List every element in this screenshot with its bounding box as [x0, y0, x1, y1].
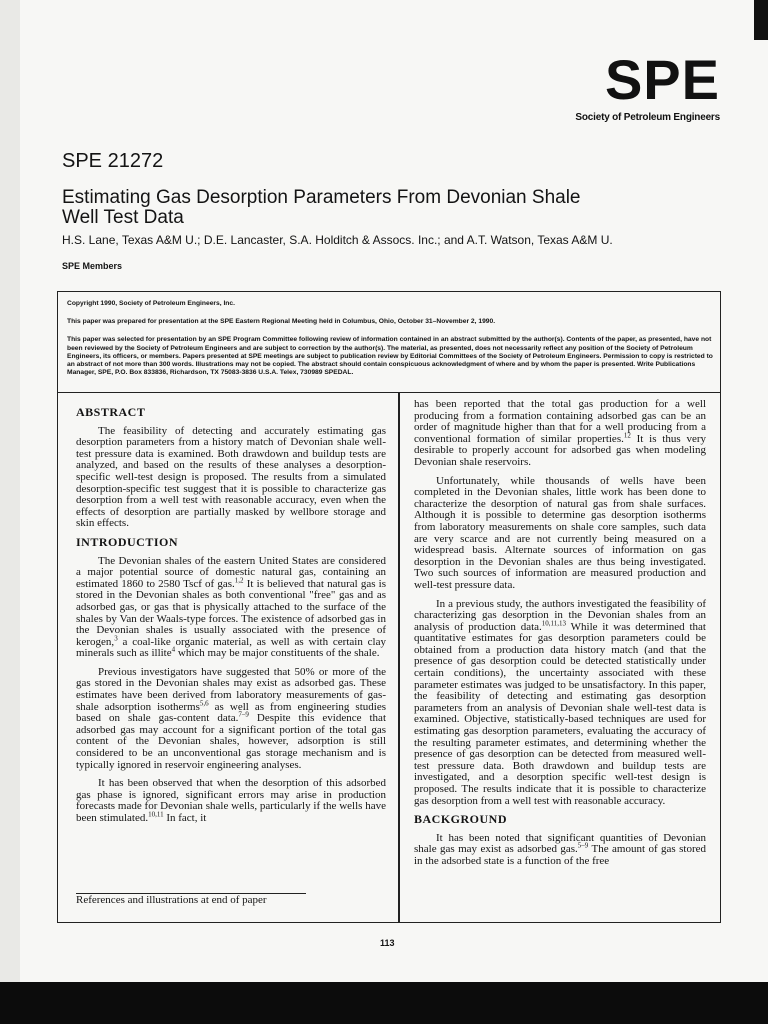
- abstract-heading: ABSTRACT: [76, 405, 146, 419]
- left-column: [57, 393, 399, 923]
- background-heading: BACKGROUND: [414, 812, 508, 827]
- copyright-box: [57, 291, 721, 393]
- spe-logo: [560, 48, 720, 123]
- presentation-line: This paper was prepared for presentation at the SPE Eastern Regional Meeting held in Columbus, Ohio, October 31–November 2, 1990.: [67, 318, 496, 326]
- spe-logo-org: Society of Petroleum Engineers: [575, 112, 720, 123]
- intro-paragraph-2: Previous investigators have suggested that 50% or more of the gas stored in the Devonian shales may exist as adsorbed gas. These estimates have been derived from laboratory measurements of gas-shale adsorption isotherms$^{5,6}$ as well as from engineering studies based on shale gas-content data.$^{7-9}$ Despite this evidence that adsorbed gas may account for a significant portion of the total gas content of the Devonian shales, however, adsorption is still considered to be an unconventional gas storage mechanism and is typically ignored in reservoir engineering analyses.: [76, 665, 386, 771]
- copyright-line: Copyright 1990, Society of Petroleum Engineers, Inc.: [67, 300, 235, 307]
- background-paragraph: It has been noted that significant quantities of Devonian shale gas may exist as adsorbed gas.$^{5-9}$ The amount of gas stored in the adsorbed state is a function of the free: [414, 831, 707, 867]
- references-footnote: References and illustrations at end of paper: [76, 893, 306, 907]
- scan-left-edge: [0, 0, 20, 1024]
- page-number: 113: [380, 938, 395, 948]
- review-notice: This paper was selected for presentation by an SPE Program Committee following review of information contained in an abstract submitted by the author(s). Contents of the paper, as presented, have not been reviewed by the Society of Petroleum Engineers and are subject to correction by the author(s). The material, as presented, does not necessarily reflect any position of the Society of Petroleum Engineers, its officers, or members. Papers presented at SPE meetings are subject to publication review by Editorial Committees of the Society of Petroleum Engineers. Permission to copy is restricted to an abstract of not more than 300 words. Illustrations may not be copied. The abstract should contain conspicuous acknowledgment of where and by whom the paper is presented. Write Publications Manager, SPE, P.O. Box 833836, Richardson, TX 75083-3836 U.S.A. Telex, 730989 SPEDAL.: [67, 336, 713, 377]
- abstract-text: The feasibility of detecting and accurately estimating gas desorption parameters from a history match of Devonian shale well-test pressure data is examined. Both drawdown and buildup tests are analyzed, and based on the results of these analyses a desorption-specific well-test design is proposed. The results from a simulated desorption-specific test suggest that it is possible to characterize gas desorption from a well test with reasonable accuracy, even when the effects of desorption are partially masked by wellbore storage and skin effects.: [76, 424, 386, 530]
- paper-id: SPE 21272: [62, 150, 164, 172]
- right-column: [399, 393, 721, 923]
- intro-paragraph-1: The Devonian shales of the eastern United States are considered a major potential source of domestic natural gas, containing an estimated 1860 to 2580 Tscf of gas.$^{1,2}$ It is believed that natural gas is stored in the Devonian shales as both conventional "free" gas and as adsorbed gas, or gas that is physically attached to the surface of the shales by Van der Waals-type forces. The existence of adsorbed gas in the Devonian shales is usually associated with the presence of kerogen,$^3$ a coal-like organic material, as well as with certain clay minerals such as illite$^4$ which may be major constituents of the shale.: [76, 554, 386, 660]
- spe-members-label: SPE Members: [62, 261, 123, 271]
- scan-bottom-border: [0, 982, 768, 1024]
- body-columns: [57, 393, 721, 923]
- right-paragraph-2: Unfortunately, while thousands of wells have been completed in the Devonian shales, little work has been done to characterize the desorption of natural gas from shale surfaces. Although it is possible to determine gas desorption isotherms from laboratory measurements on shale core samples, such data are very scarce and are not currently being measured on a widespread basis. Alternate sources of information on gas desorption in the Devonian shales are thus being investigated. Two such sources of information are measured production and well-test pressure data.: [414, 474, 706, 591]
- introduction-heading: INTRODUCTION: [76, 534, 179, 549]
- scan-right-corner: [754, 0, 768, 40]
- right-paragraph-3: In a previous study, the authors investigated the feasibility of characterizing gas desorption in the Devonian shales from an analysis of production data.$^{10,11,13}$ While it was determined that quantitative estimates for gas desorption parameters could be obtained from a production data history match (and that the presence of gas desorption could be detected statistically under certain conditions), the uncertainty associated with these parameter estimates was judged to be unsatisfactory. In this paper, the feasibility of detecting and estimating gas desorption parameters from an analysis of Devonian shale well-test data is examined. Objective, statistically-based techniques are used for estimating gas desorption parameters, evaluating the accuracy of the resulting parameter estimates, and determining whether the presence of gas desorption can be detected from measured well-test pressure data. Both drawdown and buildup tests are investigated, and a desorption specific well-test design is proposed. The results indicate that it is possible to characterize gas desorption from a well test with reasonable accuracy.: [414, 597, 706, 807]
- right-paragraph-1: has been reported that the total gas production for a well producing from a formation containing adsorbed gas can be an order of magnitude higher than that for a well producing from a conventional formation of similar properties.$^{12}$ It is thus very desirable to properly account for adsorbed gas when modeling Devonian shale reservoirs.: [414, 398, 706, 468]
- spe-logo-mark: SPE: [604, 48, 720, 111]
- paper-authors: H.S. Lane, Texas A&M U.; D.E. Lancaster, S.A. Holditch & Assocs. Inc.; and A.T. Watson, Texas A&M U.: [62, 233, 613, 247]
- intro-paragraph-3: It has been observed that when the desorption of this adsorbed gas phase is ignored, significant errors may arise in production forecasts made for Devonian shale wells, particularly if the wells have been stimulated.$^{10,11}$ In fact, it: [76, 777, 386, 824]
- paper-title: Estimating Gas Desorption Parameters From Devonian Shale Well Test Data: [62, 187, 581, 228]
